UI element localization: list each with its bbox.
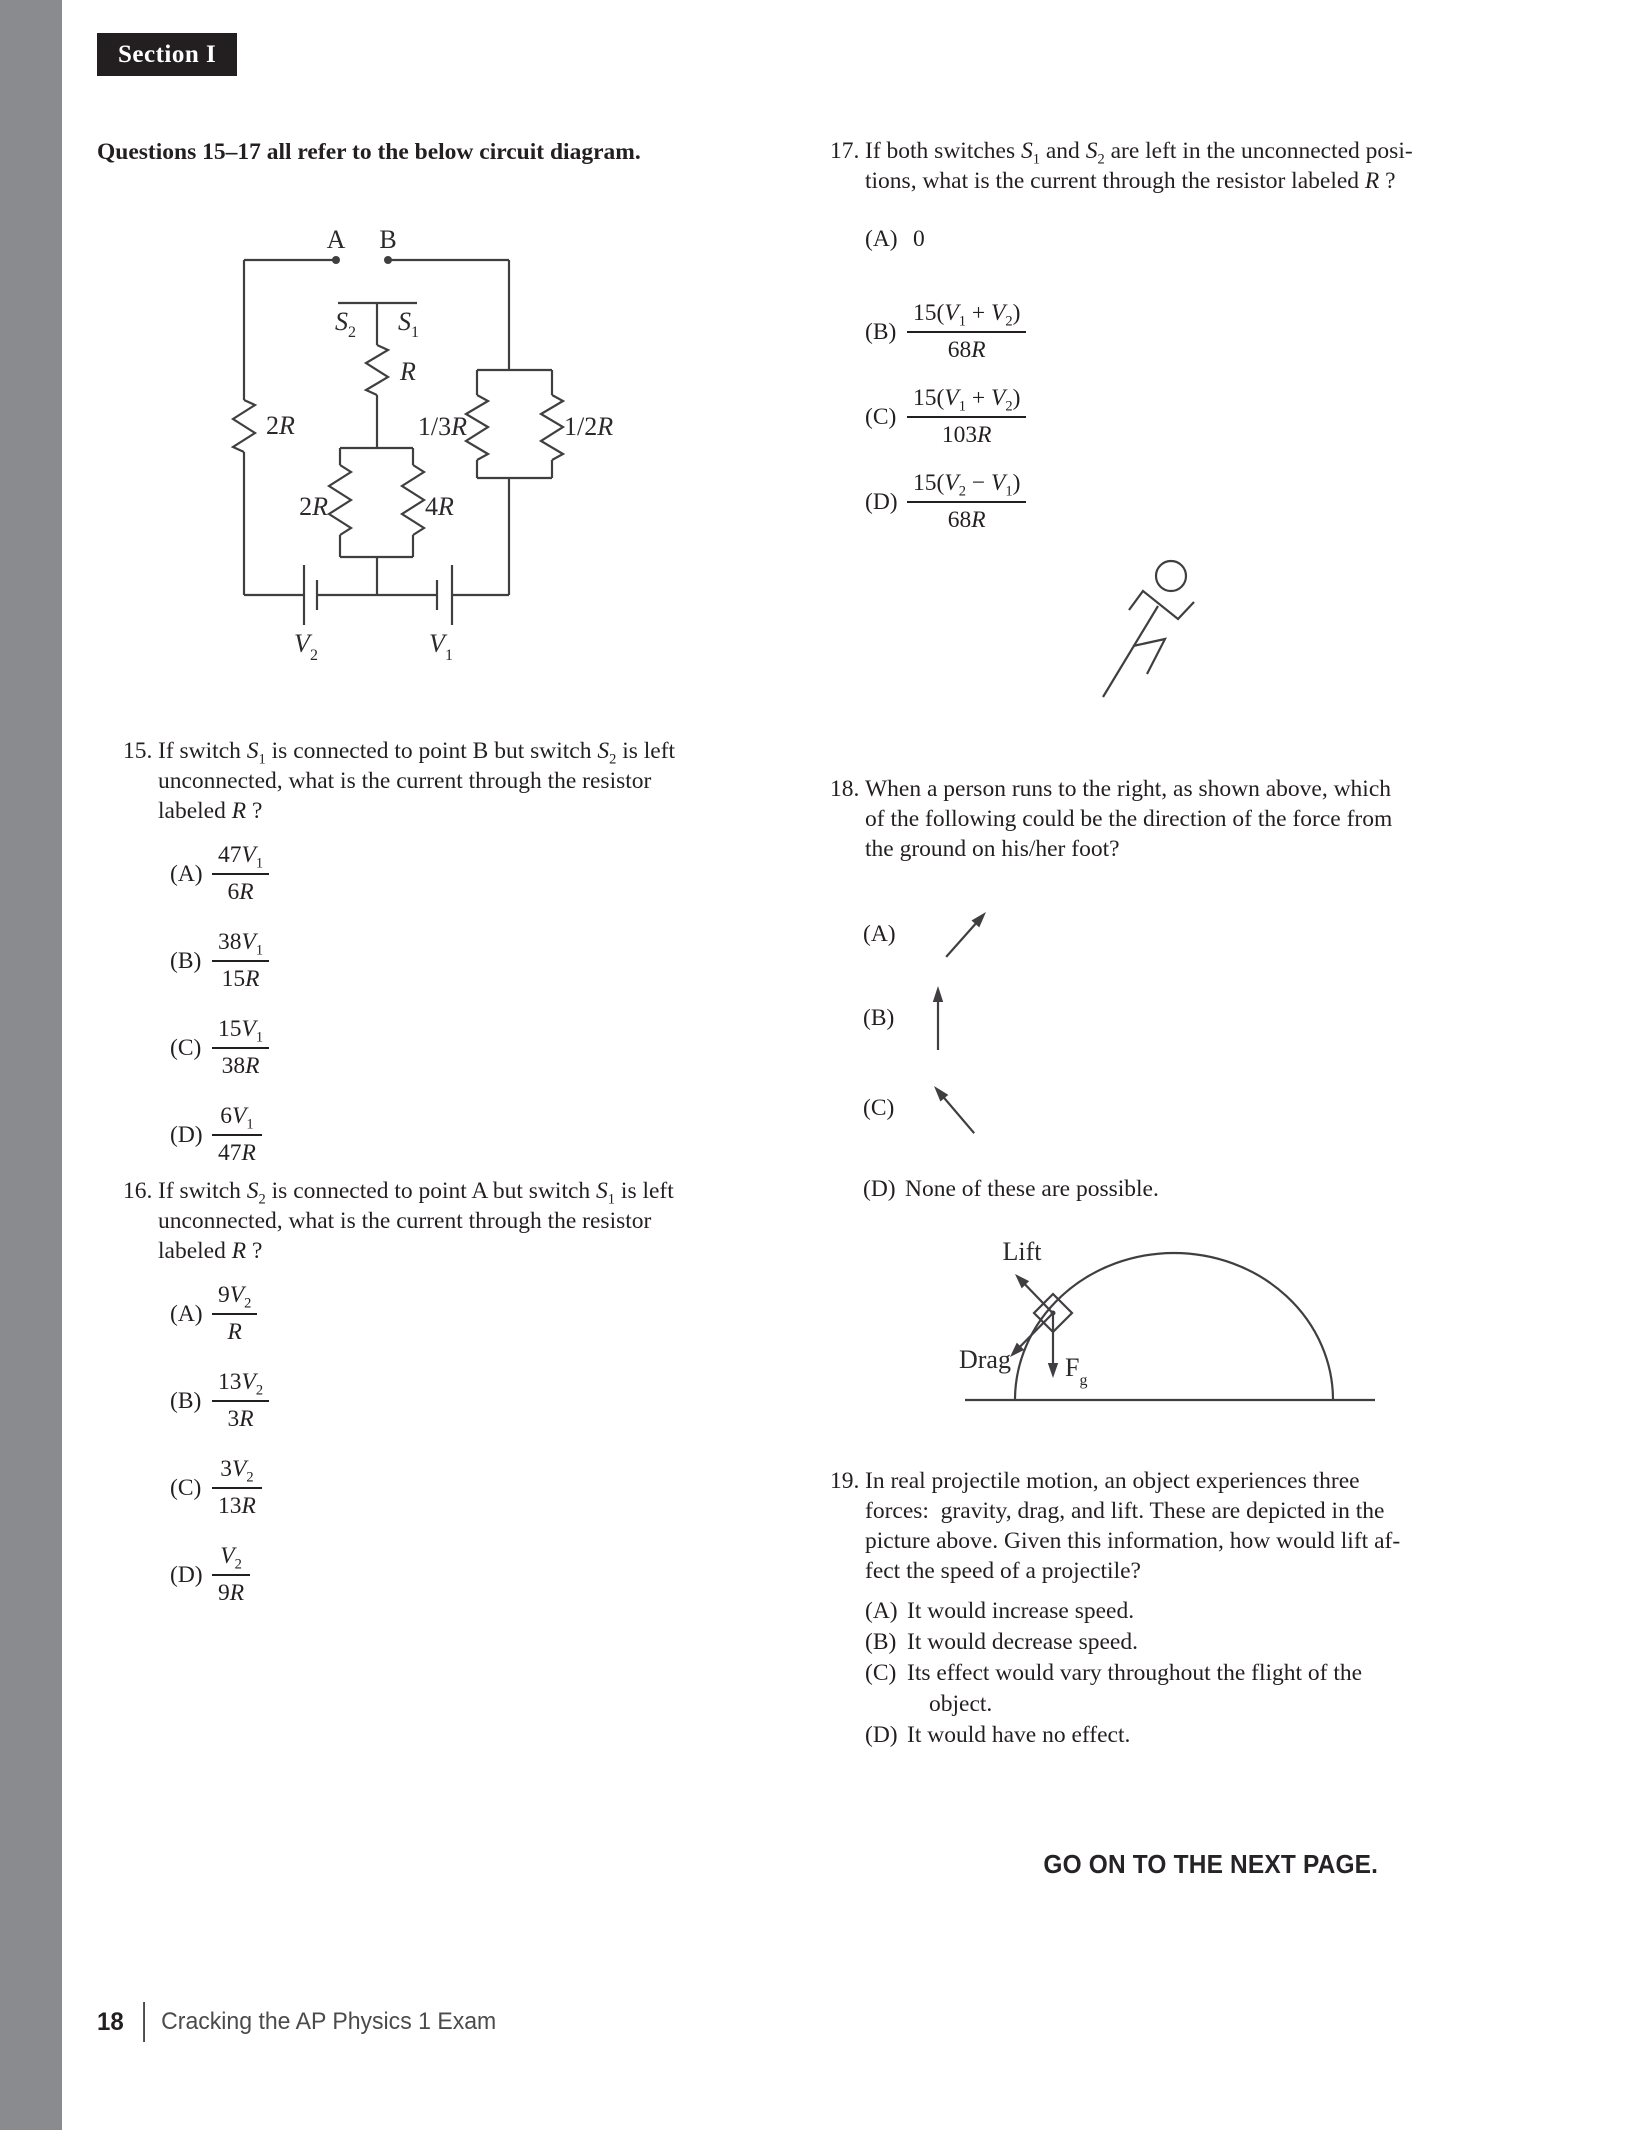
label-switch-s1: $S_1$ <box>398 307 419 341</box>
fraction: $\frac{47V_1}{6R}$ <box>212 840 269 907</box>
question-16 <box>123 1176 778 1628</box>
q16-choice-d: (D) $\frac{V_2}{9R}$ <box>170 1541 778 1608</box>
label-resistor-1-3r: 1/3R <box>417 412 467 441</box>
fraction: $\frac{3V_2}{13R}$ <box>212 1454 262 1521</box>
question-17-text-line1: If both switches $S_1$ and $S_2$ are left in the unconnected posi- <box>865 138 1413 168</box>
left-margin-bar <box>0 0 62 2130</box>
drag-arrow <box>1006 1310 1056 1361</box>
resistor-1-2r <box>541 395 563 460</box>
question-17-number: 17. <box>830 138 860 164</box>
runner-body-back-leg <box>1103 606 1158 697</box>
question-19-text-line3: picture above. Given this information, how would lift af- <box>865 1528 1401 1554</box>
arrow-up-left-icon <box>928 1080 978 1136</box>
label-drag: Drag <box>959 1345 1011 1374</box>
battery-v2 <box>304 565 317 625</box>
label-resistor-4r: 4R <box>425 492 454 521</box>
questions-15-17-intro: Questions 15–17 all refer to the below circuit diagram. <box>97 139 641 165</box>
resistor-4r <box>402 465 424 535</box>
node-b-dot <box>384 256 392 264</box>
resistor-2r-left <box>233 400 255 452</box>
q18-choice-d: (D) None of these are possible. <box>863 1176 1159 1202</box>
label-resistor-1-2r: 1/2R <box>564 412 614 441</box>
question-18-text-line1: When a person runs to the right, as shown above, which <box>865 776 1392 802</box>
question-15-text-line2: unconnected, what is the current through the resistor <box>158 768 652 794</box>
q18-choice-c: (C) <box>863 1080 978 1136</box>
question-15-number: 15. <box>123 738 153 764</box>
q17-choice-c: (C) $\frac{15(V_1 + V_2)}{103R}$ <box>865 383 1500 450</box>
question-19 <box>830 1466 1500 1751</box>
runner-front-leg <box>1133 639 1165 674</box>
q19-choice-b: (B) It would decrease speed. <box>865 1629 1138 1655</box>
question-16-text-line3: labeled R ? <box>158 1238 263 1264</box>
question-19-number: 19. <box>830 1468 860 1494</box>
label-lift: Lift <box>1002 1237 1042 1266</box>
question-19-text-line4: fect the speed of a projectile? <box>865 1558 1141 1584</box>
go-on-instruction: GO ON TO THE NEXT PAGE. <box>1043 1849 1378 1879</box>
question-15-text-line3: labeled R ? <box>158 798 263 824</box>
fraction: $\frac{9V_2}{R}$ <box>212 1280 257 1347</box>
question-18-text-line3: the ground on his/her foot? <box>865 836 1120 862</box>
resistor-r <box>366 345 388 395</box>
label-node-b: B <box>379 225 397 254</box>
q16-choice-a: (A) $\frac{9V_2}{R}$ <box>170 1280 778 1347</box>
label-resistor-r: R <box>400 357 416 386</box>
question-15 <box>123 736 778 1188</box>
q19-choice-c: (C) Its effect would vary throughout the flight of the object. <box>865 1660 1363 1717</box>
question-17-text-line2: tions, what is the current through the resistor labeled R ? <box>865 168 1396 194</box>
section-header: Section I <box>97 33 237 76</box>
q19-choice-a: (A) It would increase speed. <box>865 1598 1135 1624</box>
q17-choice-a-value: 0 <box>913 226 925 252</box>
fraction: $\frac{V_2}{9R}$ <box>212 1541 250 1608</box>
projectile-forces-diagram <box>955 1228 1385 1413</box>
fraction: $\frac{15(V_2 - V_1)}{68R}$ <box>907 468 1026 535</box>
label-resistor-2r-mid: 2R <box>299 492 328 521</box>
fraction: $\frac{15(V_1 + V_2)}{103R}$ <box>907 383 1026 450</box>
arrow-up-right-icon <box>940 905 992 963</box>
resistor-1-3r <box>466 395 488 460</box>
fraction: $\frac{38V_1}{15R}$ <box>212 927 269 994</box>
circuit-diagram <box>180 215 650 675</box>
fraction: $\frac{15(V_1 + V_2)}{68R}$ <box>907 298 1026 365</box>
runner-head <box>1156 561 1186 591</box>
node-a-dot <box>332 256 340 264</box>
battery-v1 <box>437 565 452 625</box>
runner-arms <box>1129 591 1194 619</box>
label-fg: $F_g$ <box>1065 1353 1088 1389</box>
page-footer <box>97 2002 496 2042</box>
q16-choice-b: (B) $\frac{13V_2}{3R}$ <box>170 1367 778 1434</box>
fraction: $\frac{15V_1}{38R}$ <box>212 1014 269 1081</box>
q18-choice-b: (B) <box>863 982 950 1054</box>
q17-choice-a: (A) 0 <box>865 226 925 252</box>
gravity-arrow <box>1048 1313 1058 1378</box>
footer-divider <box>143 2002 145 2042</box>
label-resistor-2r-left: 2R <box>266 411 295 440</box>
fraction: $\frac{6V_1}{47R}$ <box>212 1101 262 1168</box>
fraction: $\frac{13V_2}{3R}$ <box>212 1367 269 1434</box>
label-switch-s2: $S_2$ <box>335 307 356 341</box>
question-18-number: 18. <box>830 776 860 802</box>
question-16-text-line1: If switch $S_2$ is connected to point A but switch $S_1$ is left <box>158 1178 674 1208</box>
q15-choice-a: (A) $\frac{47V_1}{6R}$ <box>170 840 778 907</box>
q15-choice-c: (C) $\frac{15V_1}{38R}$ <box>170 1014 778 1081</box>
question-19-text-line1: In real projectile motion, an object experiences three <box>865 1468 1360 1494</box>
q17-choice-b: (B) $\frac{15(V_1 + V_2)}{68R}$ <box>865 298 1500 365</box>
trajectory-arc <box>1015 1253 1333 1400</box>
arrow-up-icon <box>928 982 950 1054</box>
q15-choice-d: (D) $\frac{6V_1}{47R}$ <box>170 1101 778 1168</box>
question-17 <box>830 136 1500 553</box>
question-16-text-line2: unconnected, what is the current through the resistor <box>158 1208 652 1234</box>
resistor-2r-mid <box>329 465 351 535</box>
q18-choice-d-text: None of these are possible. <box>905 1176 1159 1202</box>
q18-choice-a: (A) <box>863 905 992 963</box>
question-18 <box>830 774 1500 864</box>
lift-arrow <box>1011 1270 1056 1316</box>
question-16-number: 16. <box>123 1178 153 1204</box>
label-node-a: A <box>326 225 346 254</box>
question-15-text-line1: If switch $S_1$ is connected to point B but switch $S_2$ is left <box>158 738 676 768</box>
running-person-figure <box>1098 556 1208 706</box>
q16-choice-c: (C) $\frac{3V_2}{13R}$ <box>170 1454 778 1521</box>
question-18-text-line2: of the following could be the direction of the force from <box>865 806 1393 832</box>
q17-choice-d: (D) $\frac{15(V_2 - V_1)}{68R}$ <box>865 468 1500 535</box>
question-19-text-line2: forces: gravity, drag, and lift. These are depicted in the <box>865 1498 1385 1524</box>
book-title: Cracking the AP Physics 1 Exam <box>161 2008 497 2035</box>
q15-choice-b: (B) $\frac{38V_1}{15R}$ <box>170 927 778 994</box>
q19-choice-d: (D) It would have no effect. <box>865 1722 1131 1748</box>
label-battery-v2: $V_2$ <box>294 629 318 664</box>
page-number: 18 <box>97 2007 124 2036</box>
label-battery-v1: $V_1$ <box>429 629 453 664</box>
